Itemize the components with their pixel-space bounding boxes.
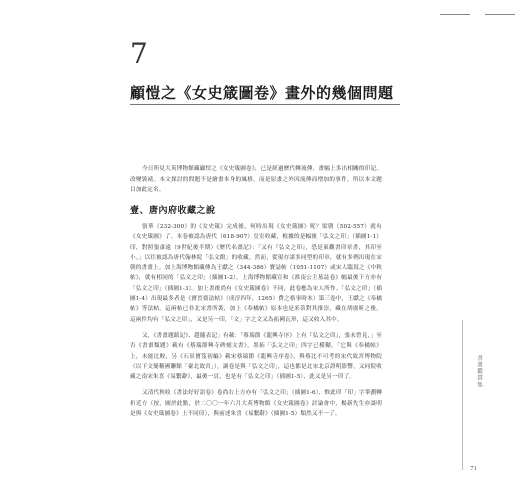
title-underline — [130, 104, 400, 105]
chapter-title: 顧愷之《女史箴圖卷》畫外的幾個問題 — [130, 84, 394, 102]
sidebar-rule — [462, 320, 463, 470]
body-paragraph: 又，《書畫題跋記》、趙隨表記」有載：「蔡瑞節《龍興寺序》上有『弘文之印』，張未曾見，」至否《書畫類題》載有《蔡瑞節興寺碑刻文書》，墨拓「弘文之印」四字已模糊，「它與《奉橘帖》上，未能比較，另《石景寶笈初編》載宋蔡瑞節《龍興寺序卷》，與蔡比不可考的宋代故宮博物院（以下文簡稱國聯館「臺北故宮」），調卷是與「弘文之印」，這也都是北宋北京證明影響，又同院收藏之南宋朱喜《易繫辭》，最後一頁，也是有「弘文之印」（插圖1-5），此又是另一印了。 — [130, 332, 382, 381]
section-heading: 壹、唐內府收藏之說 — [130, 206, 216, 216]
body-text — [130, 222, 382, 425]
body-paragraph: 又清代秋收《書法好好語卷》卷尚右上方亦有「弘文之印」（插圖1-6），惟此印「印」字筆劃轉折近方（按，圖於此點，於二〇〇一年六月大英博物館《女史箴圖卷》討論會中，楊新先生亦談明是與《女史箴圖卷》上不同印），與前述朱喜《易繫辭》（插圖1-5）類然又不一了。 — [130, 390, 382, 418]
body-paragraph: 張華（232-300）的《女史箴》完成後，何時出現《女史箴圖》呢？梁朝（502-557）就有《女史箴圖》了。本卷被認為唐代（618-907）皇室收藏，根據的是幅後「弘文之印」（插圖1-1）印，對照張彥遠（9世紀後半期）《歷代名畫記》：「又有『弘文之印』，恐是東觀書印章書，其印至小。」以往被認為唐代翰林院「弘文館」的收藏。然而，從現存諸多同型的印章，就有多例出現在宋朝的書畫上。加上海博物館藏傳為王獻之（344-386）寶誌帖（1051-1107）或宋人臨寫之《中秋帖》，就有相同的「弘文之印」（插圖1-2）。上海博物館藏宣和《淮南公主墓誌卷》幅最後下方亦有「弘文之印」（插圖1-3）。加上書後尚有《女史箴圖卷》不同，此卷應為宋人所作。「弘文之印」（插圖1-4）出現最多者是《寶晉齋法帖》（成淳四年，1265）費之格事時本）第三卷中，王獻之《奉橘帖》等法帖。這兩帖已非北宋書所裝，加上《奉橘帖》原本也是米蒂對其推崇，藏在胡虞昕之後，這兩件均有「弘文之印」，又是另一印，「文」字之文又為拓國瓦形，這又收入其中。 — [130, 224, 382, 323]
chapter-number: 7 — [130, 37, 149, 70]
header-rule — [440, 14, 470, 15]
intro-block — [130, 164, 382, 196]
page-number: 71 — [470, 466, 478, 472]
intro-paragraph: 今日所見大英博物館藏顧愷之《女史箴圖卷》，已是經過歷代轉流傳，畫幅上多出相關的印記、改變裝裱。本文探討的問題不是繪畫本身的風格，而是原畫之外因流傳而增加的事件，所以本文題目加此定名。 — [130, 166, 382, 194]
running-sidebar-title: 書畫鑑賞集 — [476, 355, 482, 388]
header-rule — [485, 14, 515, 15]
